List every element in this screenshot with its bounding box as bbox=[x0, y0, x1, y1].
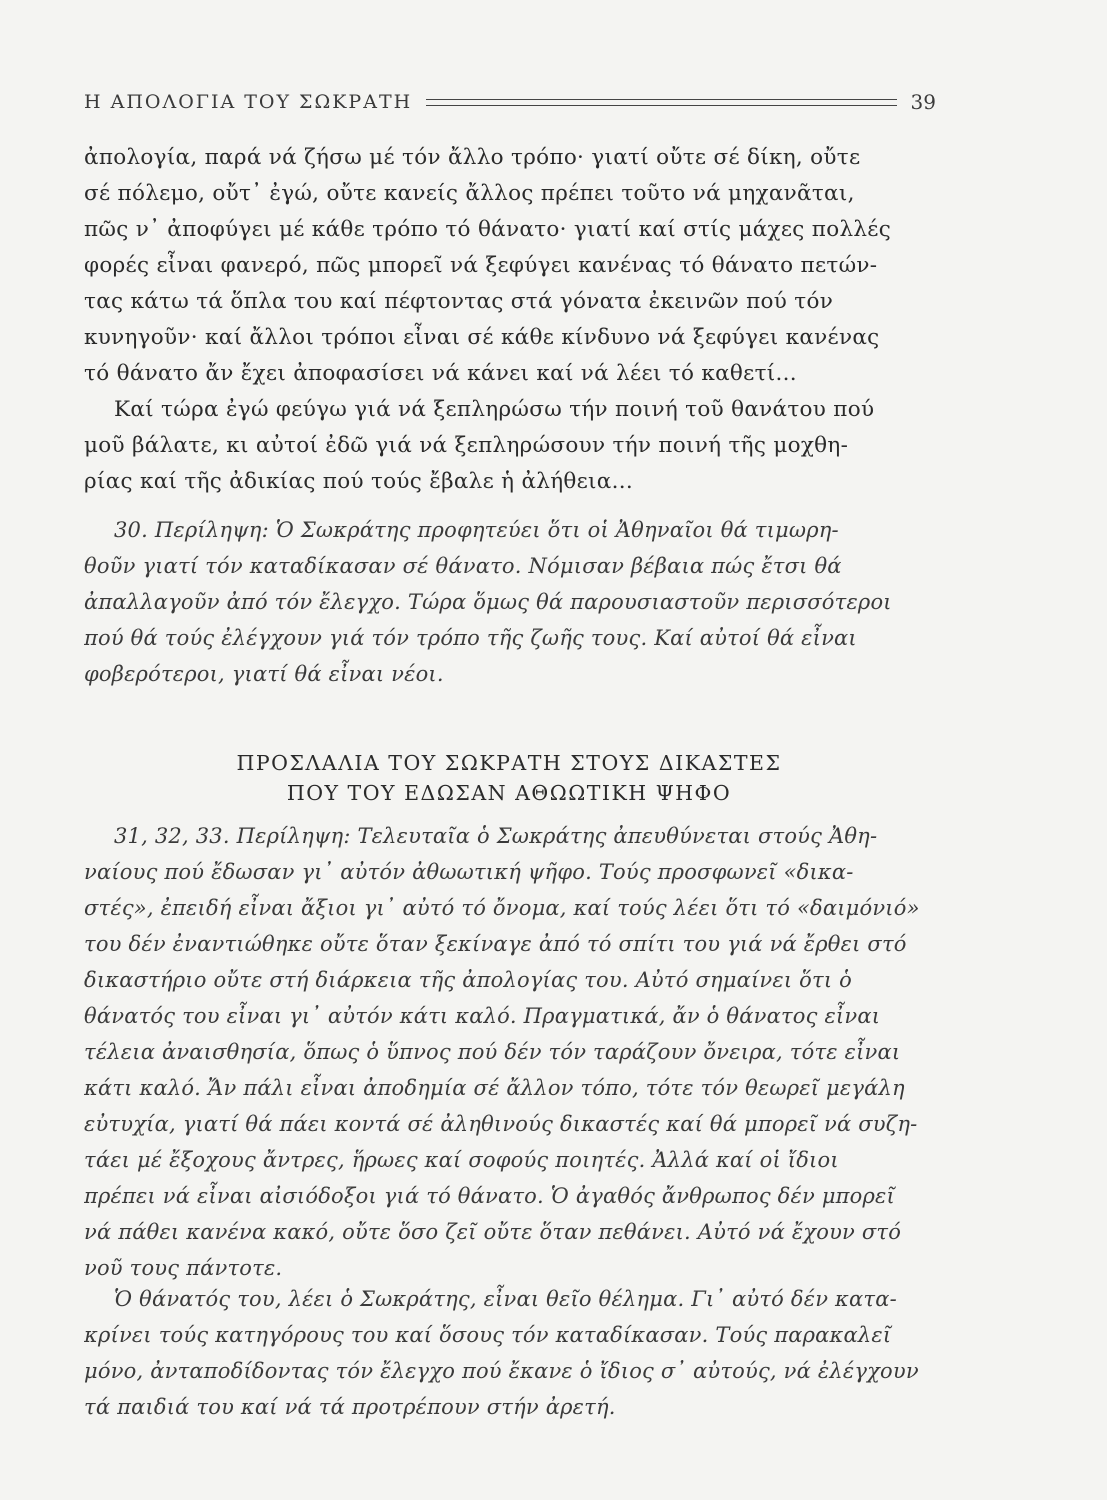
text-line: πρέπει νά εἶναι αἰσιόδοξοι γιά τό θάνατο. Ὁ ἀγαθός ἄνθρωπος δέν μπορεῖ bbox=[84, 1184, 895, 1208]
section-title-line: ΠΟΥ ΤΟΥ ΕΔΩΣΑΝ ΑΘΩΩΤΙΚΗ ΨΗΦΟ bbox=[286, 781, 732, 805]
text-line: νοῦ τους πάντοτε. bbox=[84, 1256, 283, 1280]
text-line: ἀπολογία, παρά νά ζήσω μέ τόν ἄλλο τρόπο· γιατί οὔτε σέ δίκη, οὔτε bbox=[84, 145, 861, 170]
paragraph-1 bbox=[84, 140, 934, 392]
text-line: δικαστήριο οὔτε στή διάρκεια τῆς ἀπολογίας του. Αὐτό σημαίνει ὅτι ὁ bbox=[84, 968, 852, 992]
text-line: Ὁ θάνατός του, λέει ὁ Σωκράτης, εἶναι θεῖο θέλημα. Γι᾽ αὐτό δέν κατα- bbox=[114, 1287, 897, 1311]
text-line: μόνο, ἀνταποδίδοντας τόν ἔλεγχο πού ἔκανε ὁ ἴδιος σ᾽ αὐτούς, νά ἐλέγχουν bbox=[84, 1359, 919, 1383]
text-line: θοῦν γιατί τόν καταδίκασαν σέ θάνατο. Νόμισαν βέβαια πώς ἔτσι θά bbox=[84, 554, 842, 578]
text-line: φορές εἶναι φανερό, πῶς μπορεῖ νά ξεφύγει κανένας τό θάνατο πετών- bbox=[84, 253, 878, 278]
text-line: τάει μέ ἔξοχους ἄντρες, ἥρωες καί σοφούς ποιητές. Ἀλλά καί οἱ ἴδιοι bbox=[84, 1148, 839, 1172]
text-line: νά πάθει κανένα κακό, οὔτε ὅσο ζεῖ οὔτε ὅταν πεθάνει. Αὐτό νά ἔχουν στό bbox=[84, 1220, 902, 1244]
text-line: κυνηγοῦν· καί ἄλλοι τρόποι εἶναι σέ κάθε κίνδυνο νά ξεφύγει κανένας bbox=[84, 325, 880, 350]
text-line: Καί τώρα ἐγώ φεύγω γιά νά ξεπληρώσω τήν ποινή τοῦ θανάτου πού bbox=[114, 397, 875, 422]
section-title-line: ΠΡΟΣΛΑΛΙΑ ΤΟΥ ΣΩΚΡΑΤΗ ΣΤΟΥΣ ΔΙΚΑΣΤΕΣ bbox=[236, 751, 782, 775]
running-title: Η ΑΠΟΛΟΓΙΑ ΤΟΥ ΣΩΚΡΑΤΗ bbox=[84, 91, 413, 113]
text-line: φοβερότεροι, γιατί θά εἶναι νέοι. bbox=[84, 662, 444, 686]
header-double-rule bbox=[426, 99, 896, 106]
summary-30 bbox=[84, 512, 934, 692]
summary-31-33 bbox=[84, 818, 934, 1286]
text-line: εὐτυχία, γιατί θά πάει κοντά σέ ἀληθινούς δικαστές καί θά μπορεῖ νά συζη- bbox=[84, 1112, 918, 1136]
text-line: σέ πόλεμο, οὔτ᾽ ἐγώ, οὔτε κανείς ἄλλος πρέπει τοῦτο νά μηχανᾶται, bbox=[84, 181, 855, 206]
text-line: τά παιδιά του καί νά τά προτρέπουν στήν ἀρετή. bbox=[84, 1395, 616, 1419]
text-line: τέλεια ἀναισθησία, ὅπως ὁ ὕπνος πού δέν τόν ταράζουν ὄνειρα, τότε εἶναι bbox=[84, 1040, 901, 1064]
summary-closing bbox=[84, 1281, 934, 1425]
paragraph-2 bbox=[84, 392, 934, 500]
text-line: ναίους πού ἔδωσαν γι᾽ αὐτόν ἀθωωτική ψῆφο. Τούς προσφωνεῖ «δικα- bbox=[84, 860, 854, 884]
text-line: κρίνει τούς κατηγόρους του καί ὅσους τόν καταδίκασαν. Τούς παρακαλεῖ bbox=[84, 1323, 892, 1347]
text-line: μοῦ βάλατε, κι αὐτοί ἐδῶ γιά νά ξεπληρώσουν τήν ποινή τῆς μοχθη- bbox=[84, 433, 849, 458]
text-line: στές», ἐπειδή εἶναι ἄξιοι γι᾽ αὐτό τό ὄνομα, καί τούς λέει ὅτι τό «δαιμόνιό» bbox=[84, 896, 920, 920]
page-number: 39 bbox=[910, 90, 936, 114]
text-line: πού θά τούς ἐλέγχουν γιά τόν τρόπο τῆς ζωῆς τους. Καί αὐτοί θά εἶναι bbox=[84, 626, 857, 650]
running-header bbox=[84, 88, 936, 116]
text-line: του δέν ἐναντιώθηκε οὔτε ὅταν ξεκίναγε ἀπό τό σπίτι του γιά νά ἔρθει στό bbox=[84, 932, 907, 956]
text-line: πῶς ν᾽ ἀποφύγει μέ κάθε τρόπο τό θάνατο· γιατί καί στίς μάχες πολλές bbox=[84, 217, 892, 242]
text-line: τας κάτω τά ὅπλα του καί πέφτοντας στά γόνατα ἐκεινῶν πού τόν bbox=[84, 289, 834, 314]
section-title bbox=[84, 748, 934, 808]
text-line: ρίας καί τῆς ἀδικίας πού τούς ἔβαλε ἡ ἀλήθεια... bbox=[84, 469, 634, 494]
text-line: ἀπαλλαγοῦν ἀπό τόν ἔλεγχο. Τώρα ὅμως θά παρουσιαστοῦν περισσότεροι bbox=[84, 590, 892, 614]
text-line: τό θάνατο ἄν ἔχει ἀποφασίσει νά κάνει καί νά λέει τό καθετί... bbox=[84, 361, 797, 386]
text-line: θάνατός του εἶναι γι᾽ αὐτόν κάτι καλό. Πραγματικά, ἄν ὁ θάνατος εἶναι bbox=[84, 1004, 881, 1028]
text-line: 30. Περίληψη: Ὁ Σωκράτης προφητεύει ὅτι οἱ Ἀθηναῖοι θά τιμωρη- bbox=[114, 518, 839, 542]
text-line: κάτι καλό. Ἄν πάλι εἶναι ἀποδημία σέ ἄλλον τόπο, τότε τόν θεωρεῖ μεγάλη bbox=[84, 1076, 905, 1100]
text-line: 31, 32, 33. Περίληψη: Τελευταῖα ὁ Σωκράτης ἀπευθύνεται στούς Ἀθη- bbox=[114, 824, 878, 848]
